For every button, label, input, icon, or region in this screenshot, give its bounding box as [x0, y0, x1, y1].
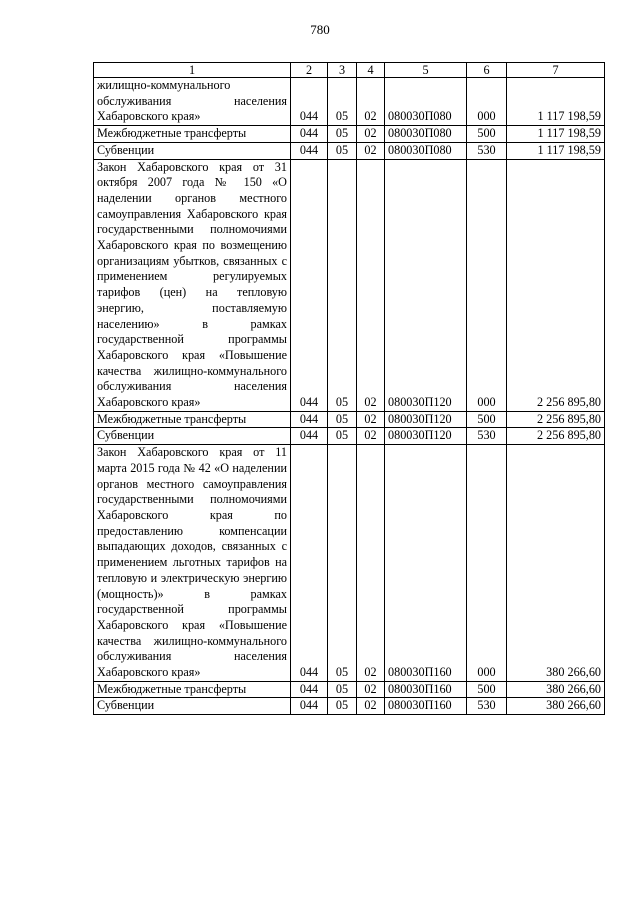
row-code-section: 05	[328, 698, 357, 715]
row-code-subsection: 02	[357, 411, 385, 428]
row-amount: 2 256 895,80	[507, 159, 605, 411]
row-code-target: 080030П120	[385, 411, 467, 428]
row-code-expense-type: 530	[467, 142, 507, 159]
row-code-ministry: 044	[291, 445, 328, 682]
row-code-target: 080030П160	[385, 681, 467, 698]
row-code-section: 05	[328, 445, 357, 682]
row-code-section: 05	[328, 681, 357, 698]
row-name: Закон Хабаровского края от 31 октября 2007 года № 150 «О наделении органов местного самоуправления Хабаровского края государственными полномочиями Хабаровского края по возмещению организациям убытков, связанных с применением регулируемых тарифов (цен) на тепловую энергию, поставляемую населению» в рамках государственной программы Хабаровского края «Повышение качества жилищно-коммунального обслуживания населения Хабаровского края»	[94, 159, 291, 411]
row-code-target: 080030П080	[385, 126, 467, 143]
row-code-target: 080030П080	[385, 142, 467, 159]
table-row	[94, 681, 605, 698]
row-code-expense-type: 500	[467, 681, 507, 698]
row-code-section: 05	[328, 159, 357, 411]
row-code-target: 080030П160	[385, 445, 467, 682]
table-row	[94, 142, 605, 159]
page-number: 780	[310, 22, 330, 37]
row-amount: 2 256 895,80	[507, 428, 605, 445]
row-code-section: 05	[328, 78, 357, 126]
table-row	[94, 698, 605, 715]
row-code-subsection: 02	[357, 428, 385, 445]
column-header-3: 3	[328, 63, 357, 78]
column-header-4: 4	[357, 63, 385, 78]
row-code-expense-type: 000	[467, 445, 507, 682]
row-code-ministry: 044	[291, 698, 328, 715]
row-code-ministry: 044	[291, 681, 328, 698]
row-code-expense-type: 530	[467, 428, 507, 445]
table-row	[94, 428, 605, 445]
row-code-target: 080030П160	[385, 698, 467, 715]
row-code-expense-type: 000	[467, 159, 507, 411]
row-amount: 1 117 198,59	[507, 126, 605, 143]
table-row	[94, 445, 605, 682]
row-code-target: 080030П120	[385, 159, 467, 411]
row-code-subsection: 02	[357, 698, 385, 715]
row-code-expense-type: 500	[467, 411, 507, 428]
row-code-ministry: 044	[291, 411, 328, 428]
row-name: жилищно-коммунального обслуживания населения Хабаровского края»	[94, 78, 291, 126]
row-code-target: 080030П080	[385, 78, 467, 126]
table-row	[94, 126, 605, 143]
row-code-ministry: 044	[291, 428, 328, 445]
column-header-5: 5	[385, 63, 467, 78]
row-code-subsection: 02	[357, 159, 385, 411]
table-header-row	[94, 63, 605, 78]
row-code-section: 05	[328, 428, 357, 445]
row-name: Межбюджетные трансферты	[94, 126, 291, 143]
column-header-7: 7	[507, 63, 605, 78]
table-row	[94, 411, 605, 428]
row-name: Субвенции	[94, 428, 291, 445]
row-name: Межбюджетные трансферты	[94, 411, 291, 428]
row-code-section: 05	[328, 142, 357, 159]
row-amount: 380 266,60	[507, 681, 605, 698]
row-amount: 380 266,60	[507, 698, 605, 715]
row-name: Субвенции	[94, 698, 291, 715]
row-code-subsection: 02	[357, 142, 385, 159]
row-amount: 1 117 198,59	[507, 142, 605, 159]
row-code-expense-type: 500	[467, 126, 507, 143]
row-code-expense-type: 000	[467, 78, 507, 126]
table-row	[94, 159, 605, 411]
row-code-expense-type: 530	[467, 698, 507, 715]
row-code-ministry: 044	[291, 142, 328, 159]
row-code-subsection: 02	[357, 126, 385, 143]
row-code-subsection: 02	[357, 78, 385, 126]
row-code-subsection: 02	[357, 681, 385, 698]
row-code-target: 080030П120	[385, 428, 467, 445]
row-code-ministry: 044	[291, 126, 328, 143]
row-code-section: 05	[328, 411, 357, 428]
row-name: Межбюджетные трансферты	[94, 681, 291, 698]
column-header-6: 6	[467, 63, 507, 78]
row-code-ministry: 044	[291, 78, 328, 126]
budget-table	[93, 62, 605, 715]
column-header-1: 1	[94, 63, 291, 78]
row-amount: 1 117 198,59	[507, 78, 605, 126]
row-code-ministry: 044	[291, 159, 328, 411]
row-amount: 380 266,60	[507, 445, 605, 682]
column-header-2: 2	[291, 63, 328, 78]
row-name: Закон Хабаровского края от 11 марта 2015 года № 42 «О наделении органов местного самоуправления государственными полномочиями Хабаровского края по предоставлению компенсации выпадающих доходов, связанных с применением льготных тарифов на тепловую и электрическую энергию (мощность)» в рамках государственной программы Хабаровского края «Повышение качества жилищно-коммунального обслуживания населения Хабаровского края»	[94, 445, 291, 682]
row-code-section: 05	[328, 126, 357, 143]
row-amount: 2 256 895,80	[507, 411, 605, 428]
row-code-subsection: 02	[357, 445, 385, 682]
row-name: Субвенции	[94, 142, 291, 159]
table-row	[94, 78, 605, 126]
